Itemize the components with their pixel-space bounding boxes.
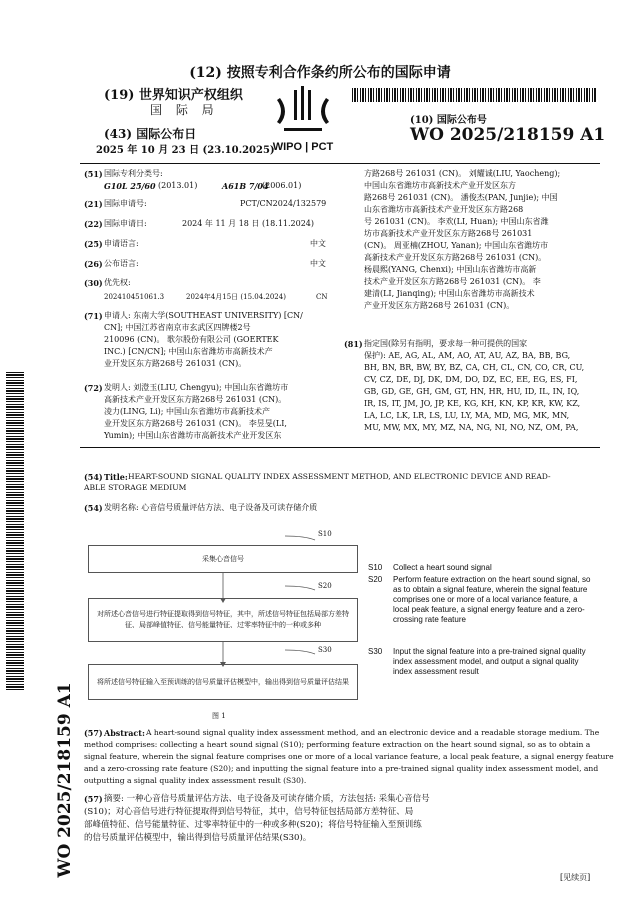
applicants-line: INC.) [CN/CN]; 中国山东省潍坊市高新技术产 xyxy=(104,347,273,356)
step-label-s30: S30 xyxy=(318,646,332,654)
inventors-line: 产业开发区东方路268号 261031 (CN)。 xyxy=(364,301,515,310)
field-number: (30) xyxy=(84,278,103,288)
designated-states-line: BH, BN, BR, BW, BY, BZ, CA, CH, CL, CN, CO, CR, CU, xyxy=(364,363,585,372)
filing-date: 2024 年 11 月 18 日 (18.11.2024) xyxy=(182,219,315,228)
designated-states-line: GB, GD, GE, GH, GM, GT, HN, HR, HU, ID, IL, IN, IQ, xyxy=(364,387,580,396)
field-number: (81) xyxy=(344,339,363,349)
applicants-line: 申请人: 东南大学(SOUTHEAST UNIVERSITY) [CN/ xyxy=(104,311,303,320)
abstract-label: Abstract: xyxy=(104,728,145,738)
inventors-line: 业开发区东方路268号 261031 (CN)。 李昱旻(LI, xyxy=(104,419,287,428)
field-number: (54) xyxy=(84,503,103,513)
inventors-line: 高新技术产业开发区东方路268号 261031 (CN)。 xyxy=(364,253,547,262)
field-number: (54) xyxy=(84,472,103,482)
legend-text-s20: Perform feature extraction on the heart sound signal, so as to obtain a signal feature, wherein the signal feature comprises one or more of a local variance feature, a local peak feature, a signal energy feature and a zero-crossing rate feature xyxy=(393,575,591,624)
inventors-line: 方路268号 261031 (CN)。 刘耀诚(LIU, Yaocheng); xyxy=(364,169,561,178)
publication-number-label: (10) 国际公布号 xyxy=(410,115,487,126)
inventors-line: 中国山东省潍坊市高新技术产业开发区东方 xyxy=(364,181,516,190)
applicants-line: 210096 (CN)。 歌尔股份有限公司 (GOERTEK xyxy=(104,335,279,344)
inventors-continued xyxy=(364,168,600,312)
abstract-line: outputting a signal quality index assessment result (S30). xyxy=(84,776,307,785)
filing-language-label: 申请语言: xyxy=(104,239,139,248)
inventors-line: (CN)。 周亚楠(ZHOU, Yanan); 中国山东省潍坊市 xyxy=(364,241,549,250)
legend-code-s10: S10 xyxy=(368,563,383,572)
field-number: (57) xyxy=(84,794,103,804)
legend-text-s10: Collect a heart sound signal xyxy=(393,563,492,572)
inventors-line: 发明人: 刘澄玉(LIU, Chengyu); 中国山东省潍坊市 xyxy=(104,383,289,392)
inventors-line: 号 261031 (CN)。 李欢(LI, Huan); 中国山东省潍 xyxy=(364,217,549,226)
inventors-line: 坊市高新技术产业开发区东方路268号 261031 xyxy=(364,229,533,238)
connector-s20 xyxy=(285,586,315,590)
inventors-line: 路268号 261031 (CN)。 潘俊杰(PAN, Junjie); 中国 xyxy=(364,193,558,202)
step-label-s20: S20 xyxy=(318,582,332,590)
field-number: (57) xyxy=(84,728,103,738)
header-divider xyxy=(80,163,600,164)
applicants-line: 业开发区东方路268号 261031 (CN)。 xyxy=(104,359,247,368)
priority-country: CN xyxy=(316,293,328,301)
field-number: (21) xyxy=(84,199,103,209)
flow-step-assess: 将所述信号特征输入至预训练的信号质量评估模型中，输出得到信号质量评估结果 xyxy=(88,664,358,700)
english-title: HEART-SOUND SIGNAL QUALITY INDEX ASSESSMENT METHOD, AND ELECTRONIC DEVICE AND READ- xyxy=(128,472,551,481)
connector-s30 xyxy=(285,650,315,654)
flow-step-extract: 对所述心音信号进行特征提取得到信号特征，其中，所述信号特征包括局部方差特征、局部峰值特征、信号能量特征、过零率特征中的一种或多种 xyxy=(88,598,358,642)
organization-label: (19) 世界知识产权组织 xyxy=(104,88,243,103)
applicants-block xyxy=(104,310,336,370)
flow-step-collect: 采集心音信号 xyxy=(88,545,358,573)
inventors-line: 杨晨熙(YANG, Chenxi); 中国山东省潍坊市高新 xyxy=(364,265,537,274)
abstract-line: 部峰值特征、信号能量特征、过零率特征中的一种或多种(S20)；将信号特征输入至预训练 xyxy=(84,820,422,830)
designated-states-line: MU, MW, MX, MY, MZ, NA, NG, NI, NO, NZ, OM, PA, xyxy=(364,423,579,432)
inventors-block xyxy=(104,382,336,442)
ipc-version-2: (2006.01) xyxy=(262,181,302,190)
designated-states-block xyxy=(364,338,600,434)
legend-code-s20: S20 xyxy=(368,575,383,584)
top-barcode xyxy=(352,88,596,102)
field-number: (71) xyxy=(84,311,103,321)
legend-code-s30: S30 xyxy=(368,647,383,656)
chinese-title: 发明名称: 心音信号质量评估方法、电子设备及可读存储介质 xyxy=(104,503,318,512)
publication-date: 2025 年 10 月 23 日 (23.10.2025) xyxy=(96,145,275,156)
applicants-line: CN]; 中国江苏省南京市玄武区四牌楼2号 xyxy=(104,323,251,332)
application-number: PCT/CN2024/132579 xyxy=(240,199,327,208)
wipo-pct-logo xyxy=(258,86,348,156)
publication-number: WO 2025/218159 A1 xyxy=(410,125,606,145)
abstract-line: 摘要: 一种心音信号质量评估方法、电子设备及可读存储介质，方法包括: 采集心音信号 xyxy=(104,794,430,804)
publication-language: 中文 xyxy=(310,259,326,268)
inventors-line: 山东省潍坊市高新技术产业开发区东方路268 xyxy=(364,205,524,214)
publication-language-label: 公布语言: xyxy=(104,259,139,268)
connector-s10 xyxy=(285,536,315,540)
designated-states-line: IR, IS, IT, JM, JO, JP, KE, KG, KH, KN, KP, KR, KW, KZ, xyxy=(364,399,581,408)
side-publication-number: WO 2025/218159 A1 xyxy=(55,682,75,878)
inventors-line: 凌力(LING, Li); 中国山东省潍坊市高新技术产 xyxy=(104,407,271,416)
field-number: (72) xyxy=(84,383,103,393)
logo-text: WIPO | PCT xyxy=(272,141,334,153)
legend-text-s30: Input the signal feature into a pre-trained signal quality index assessment model, and output a signal quality index assessment result xyxy=(393,647,586,676)
step-label-s10: S10 xyxy=(318,530,332,538)
inventors-line: Yumin); 中国山东省潍坊市高新技术产业开发区东 xyxy=(104,431,282,440)
document-type-title: (12) 按照专利合作条约所公布的国际申请 xyxy=(189,65,451,81)
abstract-line: 的信号质量评估模型中，输出得到信号质量评估结果(S30)。 xyxy=(84,833,312,843)
filing-language: 中文 xyxy=(310,239,326,248)
priority-date: 2024年4月15日 (15.04.2024) xyxy=(186,293,286,301)
bureau-label: 国 际 局 xyxy=(150,103,219,117)
application-number-label: 国际申请号: xyxy=(104,199,147,208)
abstract-line: A heart-sound signal quality index assessment method, and an electronic device and a readable storage medium. The xyxy=(146,728,600,737)
field-number: (25) xyxy=(84,239,103,249)
priority-label: 优先权: xyxy=(104,278,131,287)
title-label: Title: xyxy=(104,472,128,482)
inventors-line: 技术产业开发区东方路268号 261031 (CN)。 李 xyxy=(364,277,541,286)
ipc-label: 国际专利分类号: xyxy=(104,169,163,178)
inventors-line: 建清(LI, Jianqing); 中国山东省潍坊市高新技术 xyxy=(364,289,535,298)
designated-states-line: LA, LC, LK, LR, LS, LU, LY, MA, MD, MG, MK, MN, xyxy=(364,411,570,420)
abstract-line: signal feature, wherein the signal feature comprises one or more of a local variance feature, a local peak feature, a signal energy feature xyxy=(84,752,614,761)
field-number: (26) xyxy=(84,259,103,269)
continued-on-next-page: [见续页] xyxy=(560,873,591,882)
side-barcode xyxy=(6,370,24,690)
abstract-line: and a zero-crossing rate feature (S20); and inputting the signal feature into a pre-trained signal quality index assessment model, and xyxy=(84,764,599,773)
abstract-line: method comprises: collecting a heart sound signal (S10); performing feature extraction on the heart sound signal, so as to obtain a xyxy=(84,740,591,749)
section-divider xyxy=(80,447,600,448)
field-number: (51) xyxy=(84,169,103,179)
designated-states-line: 保护): AE, AG, AL, AM, AO, AT, AU, AZ, BA, BB, BG, xyxy=(364,351,571,360)
filing-date-label: 国际申请日: xyxy=(104,219,147,228)
field-number: (22) xyxy=(84,219,103,229)
ipc-version-1: (2013.01) xyxy=(158,181,198,190)
publication-date-label: (43) 国际公布日 xyxy=(104,127,197,141)
abstract-line: (S10)；对心音信号进行特征提取得到信号特征，其中，信号特征包括局部方差特征、局 xyxy=(84,807,414,817)
designated-states-line: CV, CZ, DE, DJ, DK, DM, DO, DZ, EC, EE, EG, ES, FI, xyxy=(364,375,578,384)
english-title-continued: ABLE STORAGE MEDIUM xyxy=(84,483,187,492)
inventors-line: 高新技术产业开发区东方路268号 261031 (CN)。 xyxy=(104,395,287,404)
figure-caption: 图 1 xyxy=(212,712,226,720)
designated-states-line: 指定国(除另有指明，要求每一种可提供的国家 xyxy=(364,339,528,348)
priority-application: 202410451061.3 xyxy=(104,293,165,301)
ipc-code-2: A61B 7/04 xyxy=(222,181,269,191)
ipc-code-1: G10L 25/60 xyxy=(104,181,156,191)
english-abstract xyxy=(84,727,614,787)
